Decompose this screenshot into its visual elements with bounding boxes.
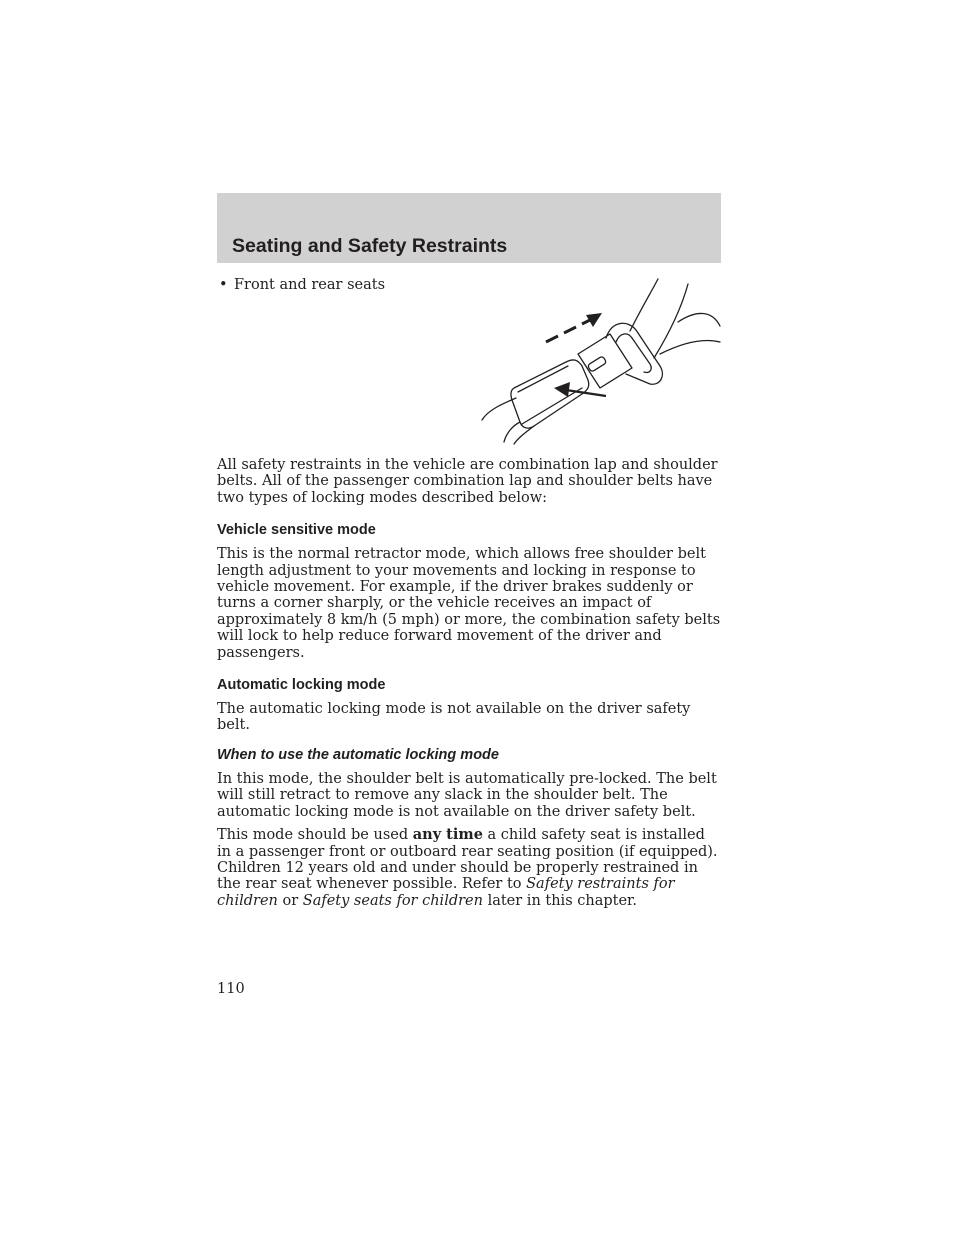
section-title: Seating and Safety Restraints: [232, 235, 508, 257]
section-header-band: [217, 193, 721, 263]
vehicle-sensitive-mode-paragraph: This is the normal retractor mode, which allows free shoulder belt length adjustment to your movements and locking in response to vehicle movement. For example, if the driver brakes suddenly or turns a corner sharply, or the vehicle receives an impact of approximately 8 km/h (5 mph) or more, the combination safety belts will lock to help reduce forward movement of the driver and passengers.: [217, 546, 721, 661]
bullet-text: Front and rear seats: [234, 277, 386, 293]
text-run: a child safety seat is installed in a passenger front or outboard rear seating position (if equipped). Children 12 years old and under should be properly restrained in the rear seat whenever possible. Refer to: [217, 827, 718, 893]
seatbelt-buckle-illustration: [478, 276, 723, 446]
buckle-body: [511, 360, 589, 428]
when-to-use-paragraph-1: In this mode, the shoulder belt is automatically pre-locked. The belt will still retract to remove any slack in the shoulder belt. The automatic locking mode is not available on the driver safety belt.: [217, 770, 717, 820]
belt-webbing: [660, 341, 720, 355]
bullet-item: [219, 277, 385, 294]
intro-paragraph: All safety restraints in the vehicle are combination lap and shoulder belts. All of the passenger combination lap and shoulder belts have two types of locking modes described below:: [217, 457, 718, 506]
emphasis-any-time: any time: [412, 826, 483, 844]
text-run: This mode should be used: [217, 827, 413, 844]
belt-webbing: [654, 284, 688, 358]
latch-plate: [616, 334, 651, 373]
bullet-dot-icon: •: [219, 277, 228, 293]
cross-reference-safety-restraints: Safety restraints for children: [217, 876, 675, 909]
belt-webbing: [630, 279, 658, 331]
belt-webbing: [678, 313, 720, 326]
buckle-strap: [514, 426, 534, 444]
release-pointer-arrow-icon: [554, 382, 570, 397]
latch-tongue-slot: [587, 356, 607, 372]
heading-when-to-use: When to use the automatic locking mode: [217, 746, 499, 763]
when-to-use-paragraph-2: [217, 827, 722, 909]
page-body: [217, 457, 722, 916]
heading-automatic-locking-mode: Automatic locking mode: [217, 677, 386, 694]
latch-plate: [606, 323, 662, 384]
text-run: later in this chapter.: [482, 892, 637, 909]
automatic-locking-mode-paragraph: The automatic locking mode is not available on the driver safety belt.: [217, 701, 691, 734]
text-run: or: [277, 892, 303, 909]
buckle-strap: [482, 398, 516, 420]
cross-reference-safety-seats: Safety seats for children: [302, 892, 483, 909]
page-number: 110: [217, 981, 245, 997]
heading-vehicle-sensitive-mode: Vehicle sensitive mode: [217, 522, 376, 539]
